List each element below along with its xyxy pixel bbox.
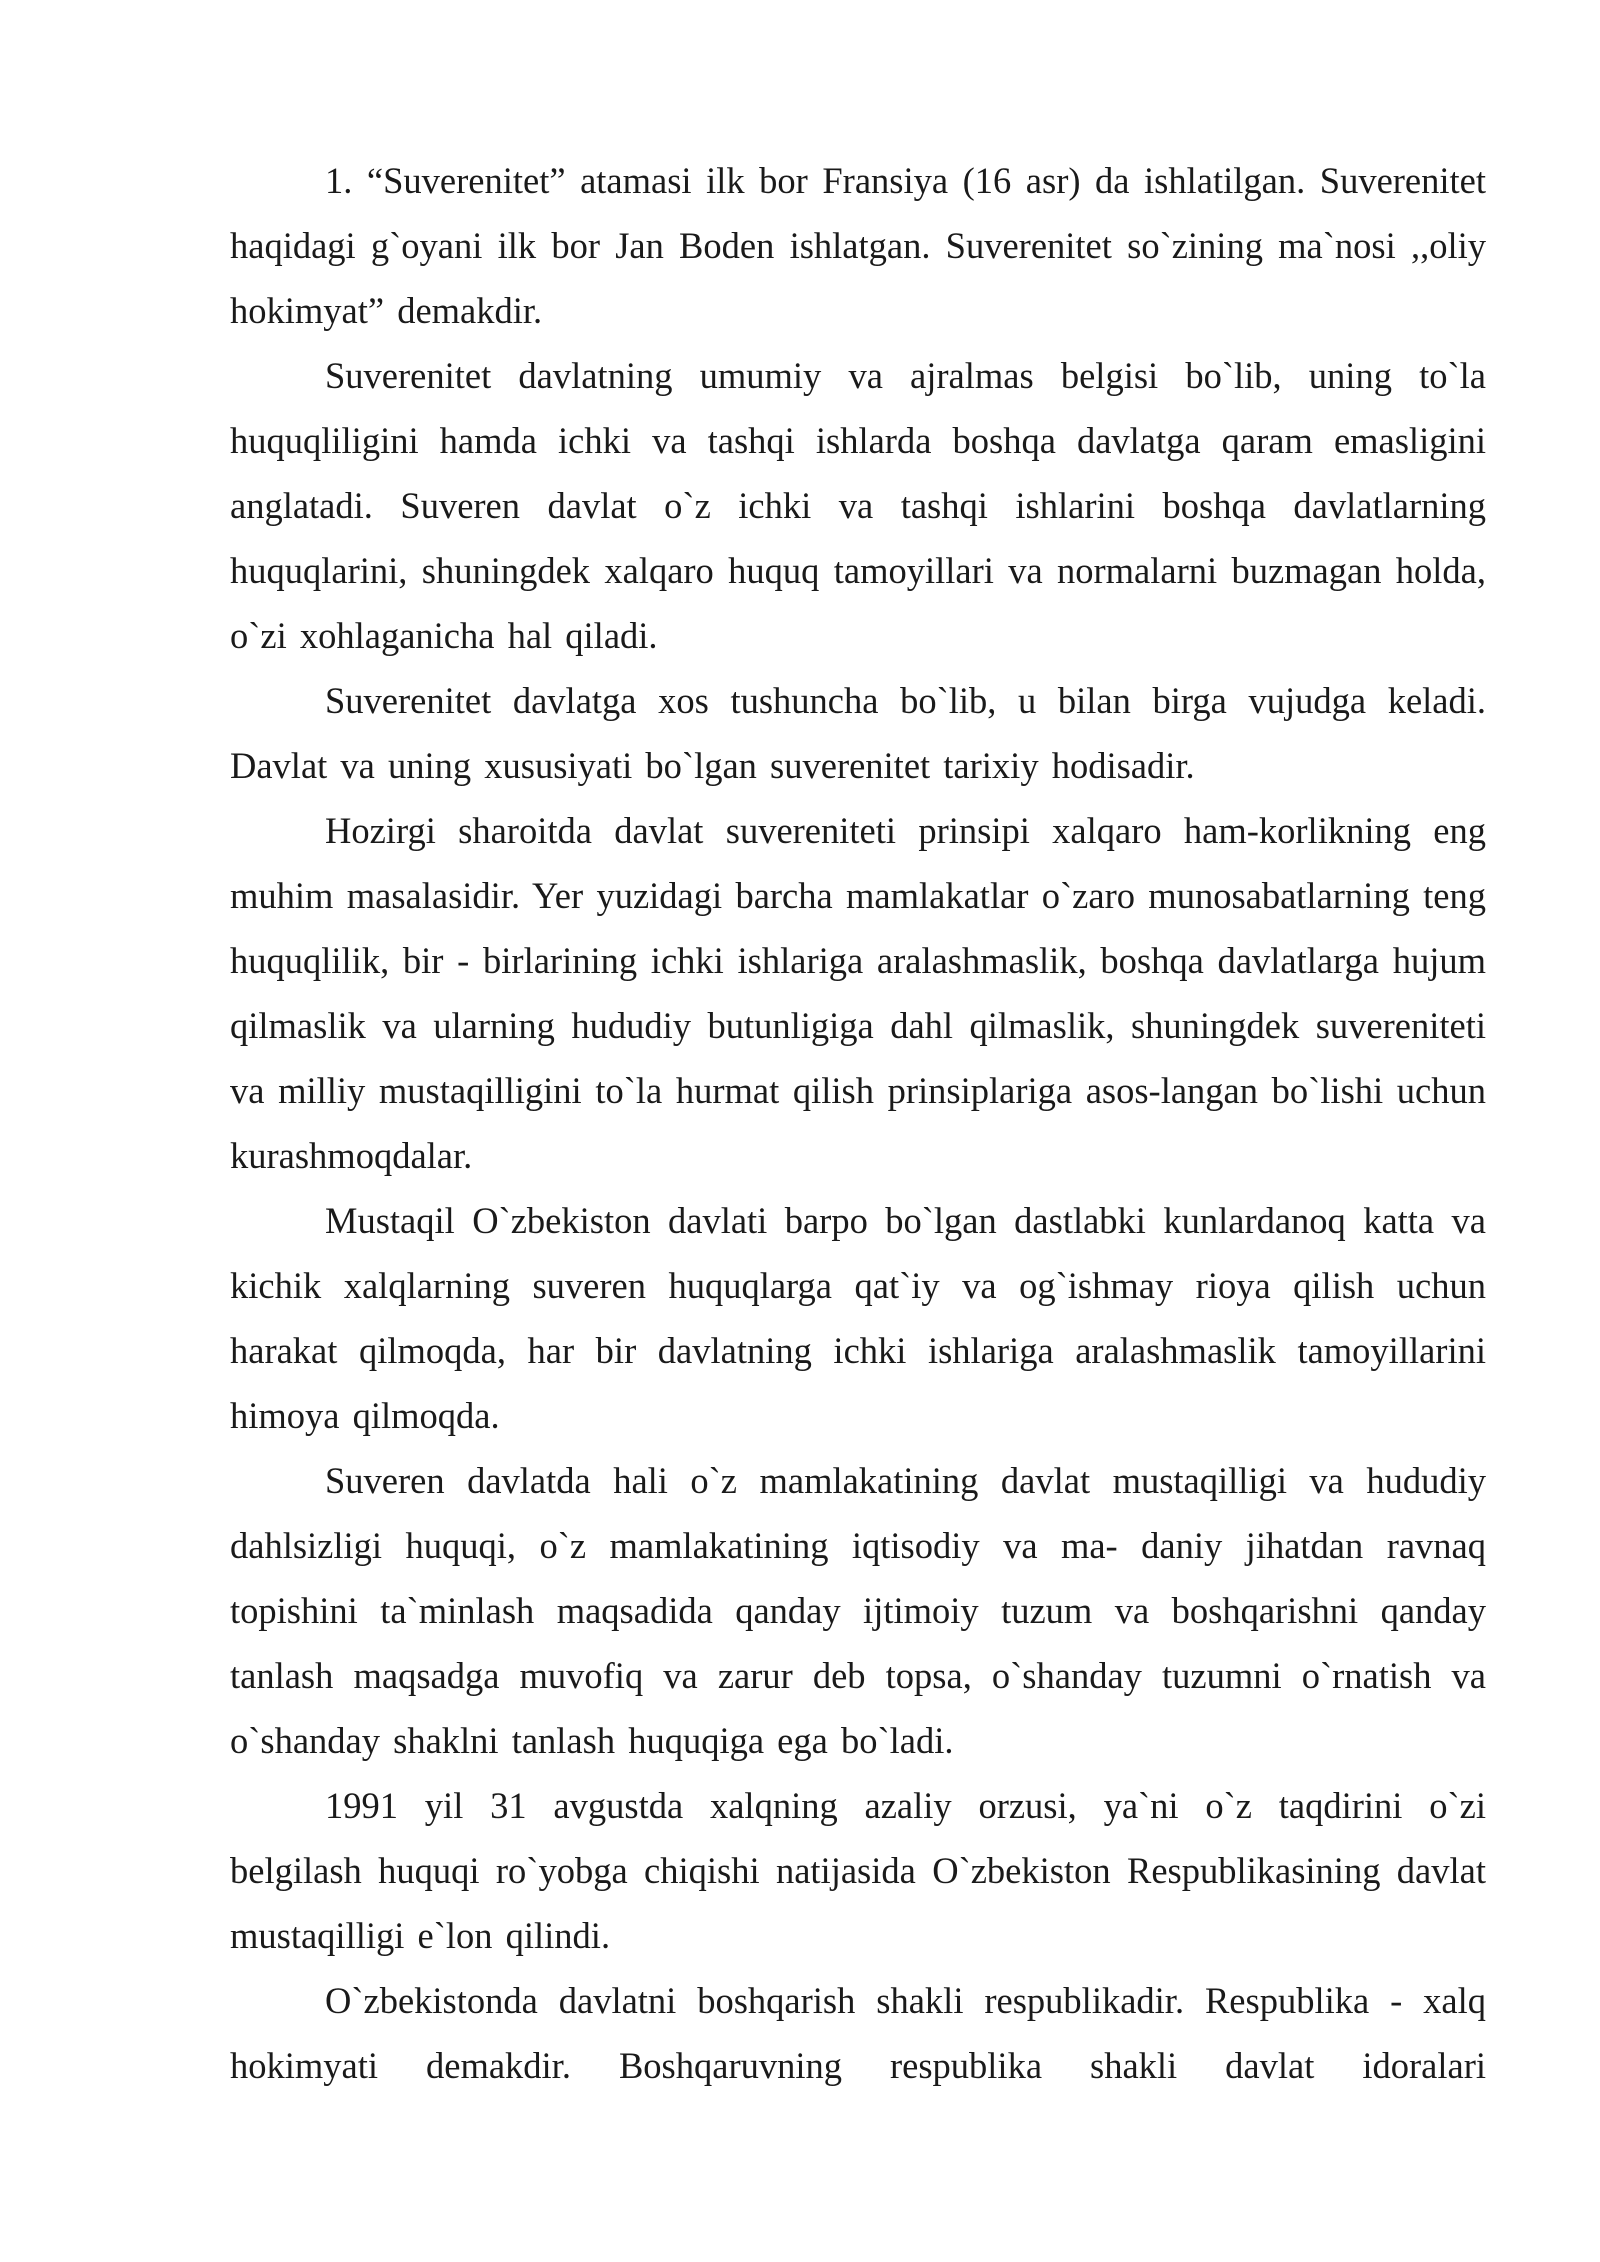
paragraph-republic-form: O`zbekistonda davlatni boshqarish shakli respublikadir. Respublika - xalq hokimyati demakdir. Boshqaruvning respublika shakli davlat idoralari xyxy=(230,1980,1486,2086)
document-body xyxy=(230,148,1486,2098)
paragraph-uzbekistan-independence: Mustaqil O`zbekiston davlati barpo bo`lgan dastlabki kunlardanoq katta va kichik xalqlarning suveren huquqlarga qat`iy va og`ishmay rioya qilish uchun harakat qilmoqda, har bir davlatning ichki ishlariga aralashmaslik tamoyillarini himoya qilmoqda. xyxy=(230,1200,1486,1436)
paragraph-1991-independence: 1991 yil 31 avgustda xalqning azaliy orzusi, ya`ni o`z taqdirini o`zi belgilash huquqi ro`yobga chiqishi natijasida O`zbekiston Respublikasining davlat mustaqilligi e`lon qilindi. xyxy=(230,1785,1486,1956)
paragraph-sovereign-rights: Suveren davlatda hali o`z mamlakatining davlat mustaqilligi va hududiy dahlsizligi huquqi, o`z mamlakatining iqtisodiy va ma- daniy jihatdan ravnaq topishini ta`minlash maqsadida qanday ijtimoiy tuzum va boshqarishni qanday tanlash maqsadga muvofiq va zarur deb topsa, o`shanday tuzumni o`rnatish va o`shanday shaklni tanlash huquqiga ega bo`ladi. xyxy=(230,1460,1486,1761)
paragraph-suverenitet-concept: Suverenitet davlatga xos tushuncha bo`lib, u bilan birga vujudga keladi. Davlat va uning xususiyati bo`lgan suverenitet tarixiy hodisadir. xyxy=(230,680,1486,786)
paragraph-suverenitet-term: 1. “Suverenitet” atamasi ilk bor Fransiya (16 asr) da ishlatilgan. Suverenitet haqidagi g`oyani ilk bor Jan Boden ishlatgan. Suverenitet so`zining ma`nosi ,,oliy hokimyat” demakdir. xyxy=(230,160,1486,331)
paragraph-international-cooperation: Hozirgi sharoitda davlat suvereniteti prinsipi xalqaro ham-korlikning eng muhim masalasidir. Yer yuzidagi barcha mamlakatlar o`zaro munosabatlarning teng huquqlilik, bir - birlarining ichki ishlariga aralashmaslik, boshqa davlatlarga hujum qilmaslik va ularning hududiy butunligiga dahl qilmaslik, shuningdek suvereniteti va milliy mustaqilligini to`la hurmat qilish prinsiplariga asos-langan bo`lishi uchun kurashmoqdalar. xyxy=(230,810,1486,1176)
paragraph-suverenitet-definition: Suverenitet davlatning umumiy va ajralmas belgisi bo`lib, uning to`la huquqliligini hamda ichki va tashqi ishlarda boshqa davlatga qaram emasligini anglatadi. Suveren davlat o`z ichki va tashqi ishlarini boshqa davlatlarning huquqlarini, shuningdek xalqaro huquq tamoyillari va normalarni buzmagan holda, o`zi xohlaganicha hal qiladi. xyxy=(230,355,1486,656)
